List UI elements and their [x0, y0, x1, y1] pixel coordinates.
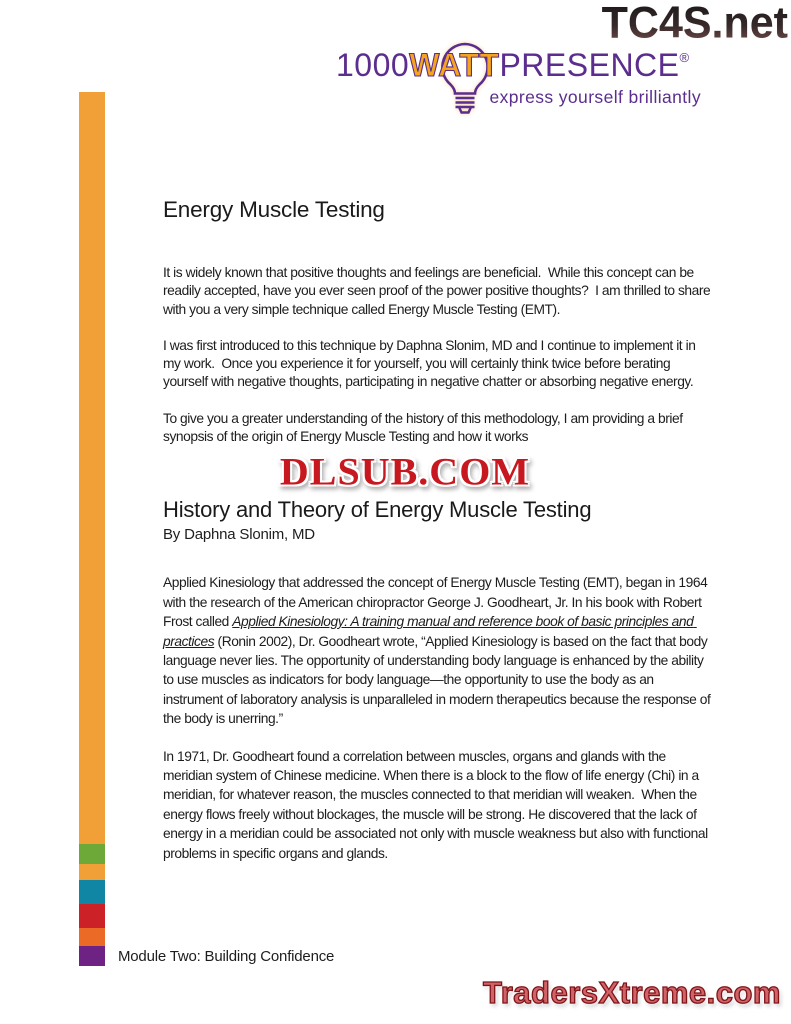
- tc4s-watermark[interactable]: TC4S.net: [601, 0, 788, 48]
- accent-segment-purple: [79, 946, 105, 966]
- accent-segment-orange: [79, 92, 105, 844]
- accent-segment-red: [79, 904, 105, 928]
- paragraph-4-before: Applied Kinesiology that addressed the concept of Energy Muscle Testing (EMT), began in 1964 with the research of the American chiropractor George J. Goodheart, Jr. In his book with Robert Frost called: [163, 575, 711, 630]
- dlsub-watermark[interactable]: [250, 450, 560, 496]
- accent-segment-dark-orange: [79, 928, 105, 946]
- logo-tagline: express yourself brilliantly: [489, 87, 701, 107]
- accent-segment-orange-2: [79, 864, 105, 880]
- registered-trademark-icon: ®: [679, 50, 690, 65]
- logo-number: 1000: [336, 47, 410, 83]
- thousand-watt-presence-logo: [336, 49, 710, 113]
- accent-bar: [79, 92, 105, 966]
- tradersxtreme-watermark[interactable]: TradersXtreme.com: [483, 975, 781, 1010]
- dlsub-watermark-text: DLSUB.COM: [279, 450, 531, 494]
- logo-wordmark: [336, 49, 710, 81]
- accent-segment-teal: [79, 880, 105, 904]
- paragraph-introduced: I was first introduced to this technique by Daphna Slonim, MD and I continue to implement it in my work. Once you experience it for yourself, you will certainly think twice before berating yourself with negative thoughts, participating in negative chatter or absorbing negative energy.: [163, 337, 699, 390]
- paragraph-history-intro: To give you a greater understanding of the history of this methodology, I am providing a brief synopsis of the origin of Energy Muscle Testing and how it works: [163, 410, 686, 445]
- accent-segment-green: [79, 844, 105, 864]
- paragraph-1971: In 1971, Dr. Goodheart found a correlation between muscles, organs and glands with the meridian system of Chinese medicine. When there is a block to the flow of life energy (Chi) in a meridian, for whatever reason, the muscles connected to that meridian will weaken. When the energy flows freely without blockages, the muscle will be strong. He discovered that the lack of energy in a meridian could be associated not only with muscle weakness but also with functional problems in specific organs and glands.: [163, 748, 712, 861]
- logo-watt: WATT: [409, 47, 500, 83]
- byline: By Daphna Slonim, MD: [163, 526, 315, 544]
- paragraph-applied-kinesiology: [163, 573, 715, 728]
- document-content: [163, 197, 715, 881]
- section-heading: History and Theory of Energy Muscle Testing: [163, 497, 592, 523]
- logo-presence: PRESENCE: [499, 47, 680, 83]
- page-title: Energy Muscle Testing: [163, 197, 385, 222]
- paragraph-intro: It is widely known that positive thoughts and feelings are beneficial. While this concept can be readily accepted, have you ever seen proof of the power positive thoughts? I am thrilled to share with you a very simple technique called Energy Muscle Testing (EMT).: [163, 265, 714, 317]
- book-title: Applied Kinesiology: A training manual and reference book of basic principles and practices: [163, 614, 697, 649]
- module-footer-label: Module Two: Building Confidence: [118, 948, 335, 965]
- paragraph-4-after: (Ronin 2002), Dr. Goodheart wrote, “Applied Kinesiology is based on the fact that body language never lies. The opportunity of understanding body language is enhanced by the ability to use muscles as indicators for body language—the opportunity to use the body as an instrument of laboratory analysis is unparalleled in modern therapeutics because the response of the body is unerring.”: [163, 633, 714, 727]
